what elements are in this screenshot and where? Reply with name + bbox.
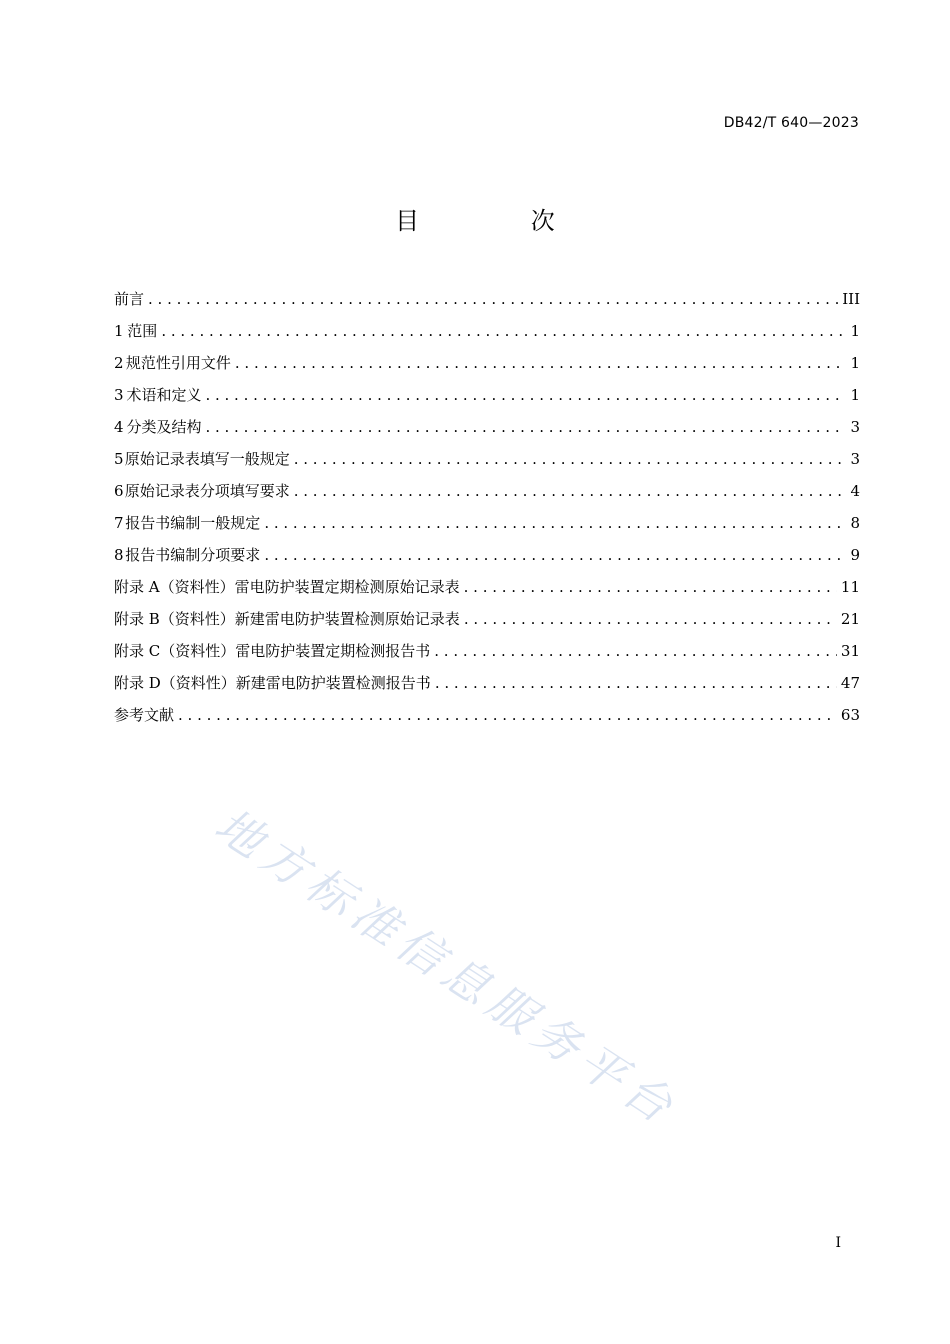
toc-appendix-prefix: 附录 A（资料性） — [114, 578, 235, 596]
toc-entry-label: 原始记录表填写一般规定 — [124, 450, 290, 468]
toc-entry-label: 新建雷电防护装置检测报告书 — [235, 674, 431, 692]
toc-entry-8[interactable] — [114, 541, 860, 573]
document-code: DB42/T 640—2023 — [723, 115, 859, 131]
toc-leader-dots — [205, 381, 842, 409]
toc-entry-appendix-d[interactable] — [114, 669, 860, 701]
toc-entry-number: 5 — [114, 450, 124, 468]
toc-leader-dots — [434, 637, 837, 665]
toc-entry-page: 11 — [840, 578, 860, 596]
toc-leader-dots — [178, 701, 837, 729]
toc-appendix-prefix: 附录 C（资料性） — [114, 642, 236, 660]
toc-entry-2[interactable] — [114, 349, 860, 381]
toc-entry-label: 分类及结构 — [126, 418, 202, 436]
toc-entry-preface[interactable] — [114, 285, 860, 317]
toc-entry-page: 8 — [850, 514, 860, 532]
toc-entry-label: 雷电防护装置定期检测报告书 — [235, 642, 431, 660]
table-of-contents — [114, 285, 860, 733]
toc-entry-page: 31 — [840, 642, 860, 660]
toc-entry-number: 4 — [114, 418, 124, 436]
toc-entry-6[interactable] — [114, 477, 860, 509]
toc-entry-label: 报告书编制分项要求 — [125, 546, 261, 564]
toc-leader-dots — [435, 669, 837, 697]
toc-entry-page: 63 — [840, 706, 860, 724]
toc-leader-dots — [264, 509, 842, 537]
toc-entry-page: 4 — [850, 482, 860, 500]
toc-entry-label: 参考文献 — [114, 706, 175, 724]
toc-leader-dots — [205, 413, 842, 441]
toc-leader-dots — [264, 541, 842, 569]
toc-leader-dots — [161, 317, 842, 345]
toc-entry-label: 前言 — [114, 290, 145, 308]
toc-entry-page: 3 — [850, 418, 860, 436]
toc-leader-dots — [464, 573, 837, 601]
toc-leader-dots — [294, 445, 842, 473]
toc-leader-dots — [294, 477, 842, 505]
toc-entry-page: 1 — [850, 386, 860, 404]
toc-entry-appendix-c[interactable] — [114, 637, 860, 669]
toc-entry-references[interactable] — [114, 701, 860, 733]
toc-entry-appendix-a[interactable] — [114, 573, 860, 605]
toc-entry-page: 1 — [850, 322, 860, 340]
toc-entry-5[interactable] — [114, 445, 860, 477]
toc-entry-page: III — [842, 290, 860, 308]
toc-entry-label: 雷电防护装置定期检测原始记录表 — [234, 578, 460, 596]
toc-entry-number: 2 — [114, 354, 124, 372]
toc-entry-page: 1 — [850, 354, 860, 372]
toc-entry-number: 1 — [114, 322, 124, 340]
toc-entry-number: 7 — [114, 514, 124, 532]
toc-entry-number: 8 — [114, 546, 124, 564]
toc-entry-4[interactable] — [114, 413, 860, 445]
toc-entry-number: 6 — [114, 482, 124, 500]
toc-entry-label: 术语和定义 — [126, 386, 202, 404]
toc-leader-dots — [464, 605, 837, 633]
watermark: 地方标准信息服务平台 — [205, 797, 688, 1137]
page-number: I — [835, 1235, 841, 1251]
toc-entry-page: 3 — [850, 450, 860, 468]
toc-leader-dots — [148, 285, 838, 313]
toc-appendix-prefix: 附录 B（资料性） — [114, 610, 235, 628]
toc-entry-appendix-b[interactable] — [114, 605, 860, 637]
toc-appendix-prefix: 附录 D（资料性） — [114, 674, 236, 692]
toc-entry-page: 9 — [850, 546, 860, 564]
toc-leader-dots — [235, 349, 842, 377]
toc-entry-label: 报告书编制一般规定 — [125, 514, 261, 532]
toc-entry-label: 范围 — [127, 322, 158, 340]
toc-entry-page: 21 — [840, 610, 860, 628]
toc-entry-label: 新建雷电防护装置检测原始记录表 — [234, 610, 460, 628]
toc-entry-1[interactable] — [114, 317, 860, 349]
page-title: 目 次 — [395, 207, 607, 235]
toc-entry-3[interactable] — [114, 381, 860, 413]
toc-entry-page: 47 — [840, 674, 860, 692]
toc-entry-label: 原始记录表分项填写要求 — [124, 482, 290, 500]
toc-entry-number: 3 — [114, 386, 124, 404]
toc-entry-7[interactable] — [114, 509, 860, 541]
toc-entry-label: 规范性引用文件 — [125, 354, 231, 372]
